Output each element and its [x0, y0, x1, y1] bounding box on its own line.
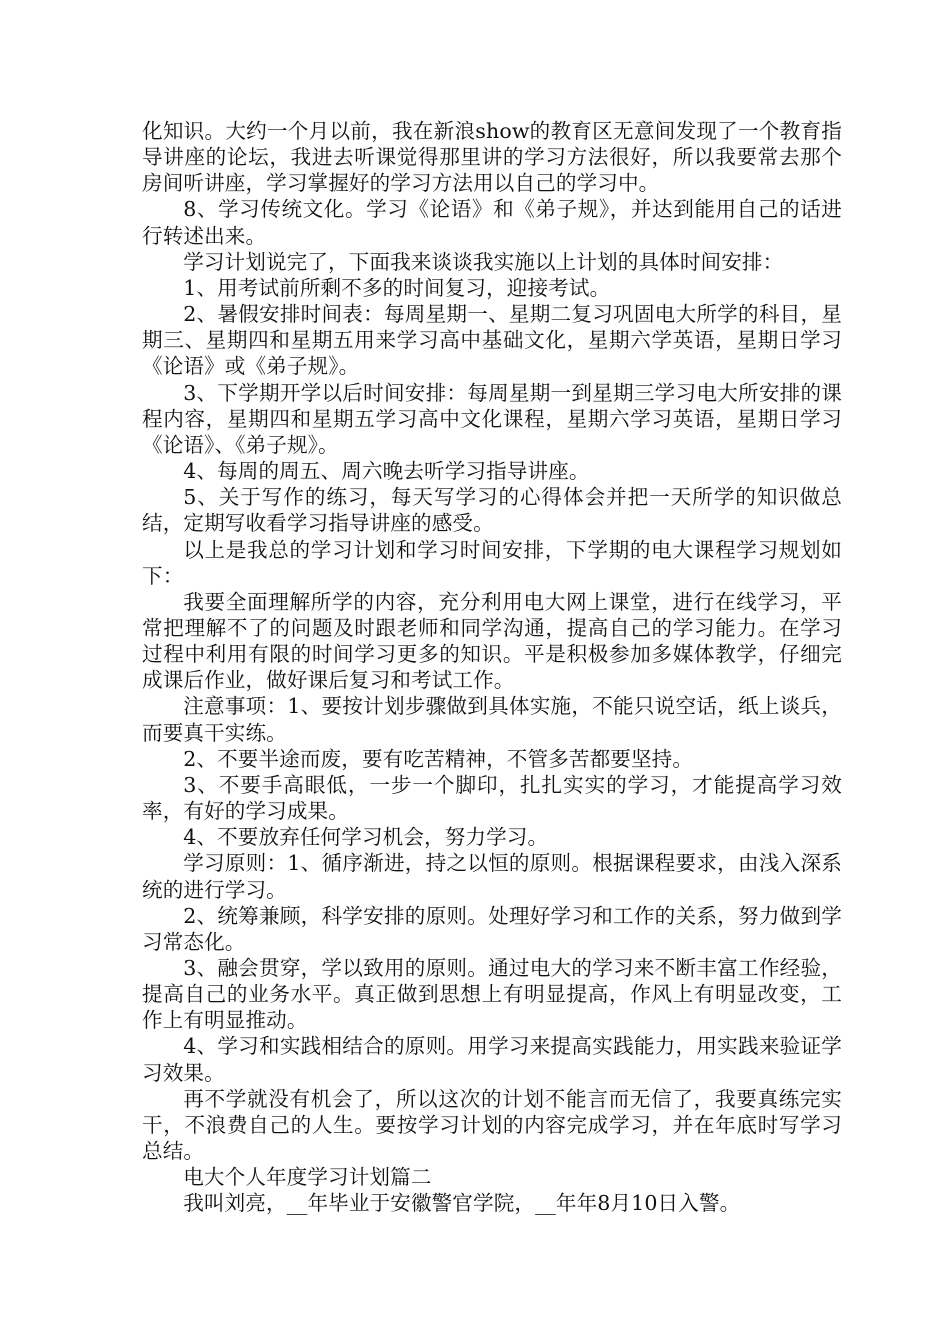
paragraph: 化知识。大约一个月以前，我在新浪show的教育区无意间发现了一个教育指导讲座的论坛，我进去听课觉得那里讲的学习方法很好，所以我要常去那个房间听讲座，学习掌握好的学习方法用以自己的学习中。 — [142, 119, 842, 196]
paragraph: 4、不要放弃任何学习机会，努力学习。 — [183, 825, 549, 850]
paragraph: 4、每周的周五、周六晚去听学习指导讲座。 — [183, 459, 590, 484]
paragraph: 1、用考试前所剩不多的时间复习，迎接考试。 — [183, 275, 611, 300]
paragraph: 以上是我总的学习计划和学习时间安排，下学期的电大课程学习规划如下： — [142, 537, 842, 588]
paragraph: 3、下学期开学以后时间安排：每周星期一到星期三学习电大所安排的课程内容，星期四和星期五学习高中文化课程，星期六学习英语，星期日学习《论语》、《弟子规》。 — [142, 380, 842, 457]
paragraph: 2、不要半途而废，要有吃苦精神，不管多苦都要坚持。 — [183, 746, 694, 771]
paragraph: 8、学习传统文化。学习《论语》和《弟子规》，并达到能用自己的话进行转述出来。 — [142, 197, 842, 248]
paragraph: 学习计划说完了，下面我来谈谈我实施以上计划的具体时间安排： — [183, 249, 784, 274]
paragraph: 3、不要手高眼低，一步一个脚印，扎扎实实的学习，才能提高学习效率，有好的学习成果。 — [142, 772, 842, 824]
paragraph: 2、统筹兼顾，科学安排的原则。处理好学习和工作的关系，努力做到学习常态化。 — [142, 903, 842, 954]
paragraph: 我要全面理解所学的内容，充分利用电大网上课堂，进行在线学习，平常把理解不了的问题及时跟老师和同学沟通，提高自己的学习能力。在学习过程中利用有限的时间学习更多的知识。平是积极参加多媒体教学，仔细完成课后作业，做好课后复习和考试工作。 — [142, 589, 842, 693]
paragraph: 注意事项：1、要按计划步骤做到具体实施，不能只说空话，纸上谈兵，而要真干实练。 — [142, 694, 842, 745]
paragraph: 5、关于写作的练习，每天写学习的心得体会并把一天所学的知识做总结，定期写收看学习指导讲座的感受。 — [142, 485, 842, 536]
document-body — [142, 118, 842, 1217]
paragraph: 再不学就没有机会了，所以这次的计划不能言而无信了，我要真练完实干，不浪费自己的人生。要按学习计划的内容完成学习，并在年底时写学习总结。 — [142, 1086, 842, 1164]
section-heading: 电大个人年度学习计划篇二 — [183, 1165, 432, 1190]
paragraph: 2、暑假安排时间表：每周星期一、星期二复习巩固电大所学的科目，星期三、星期四和星期五用来学习高中基础文化，星期六学英语，星期日学习《论语》或《弟子规》。 — [142, 302, 842, 379]
paragraph: 我叫刘亮，__年毕业于安徽警官学院，__年年8月10日入警。 — [183, 1191, 741, 1216]
paragraph: 3、融会贯穿，学以致用的原则。通过电大的学习来不断丰富工作经验，提高自己的业务水平。真正做到思想上有明显提高，作风上有明显改变，工作上有明显推动。 — [142, 956, 842, 1033]
paragraph: 4、学习和实践相结合的原则。用学习来提高实践能力，用实践来验证学习效果。 — [142, 1034, 842, 1085]
paragraph: 学习原则：1、循序渐进，持之以恒的原则。根据课程要求，由浅入深系统的进行学习。 — [142, 851, 842, 902]
